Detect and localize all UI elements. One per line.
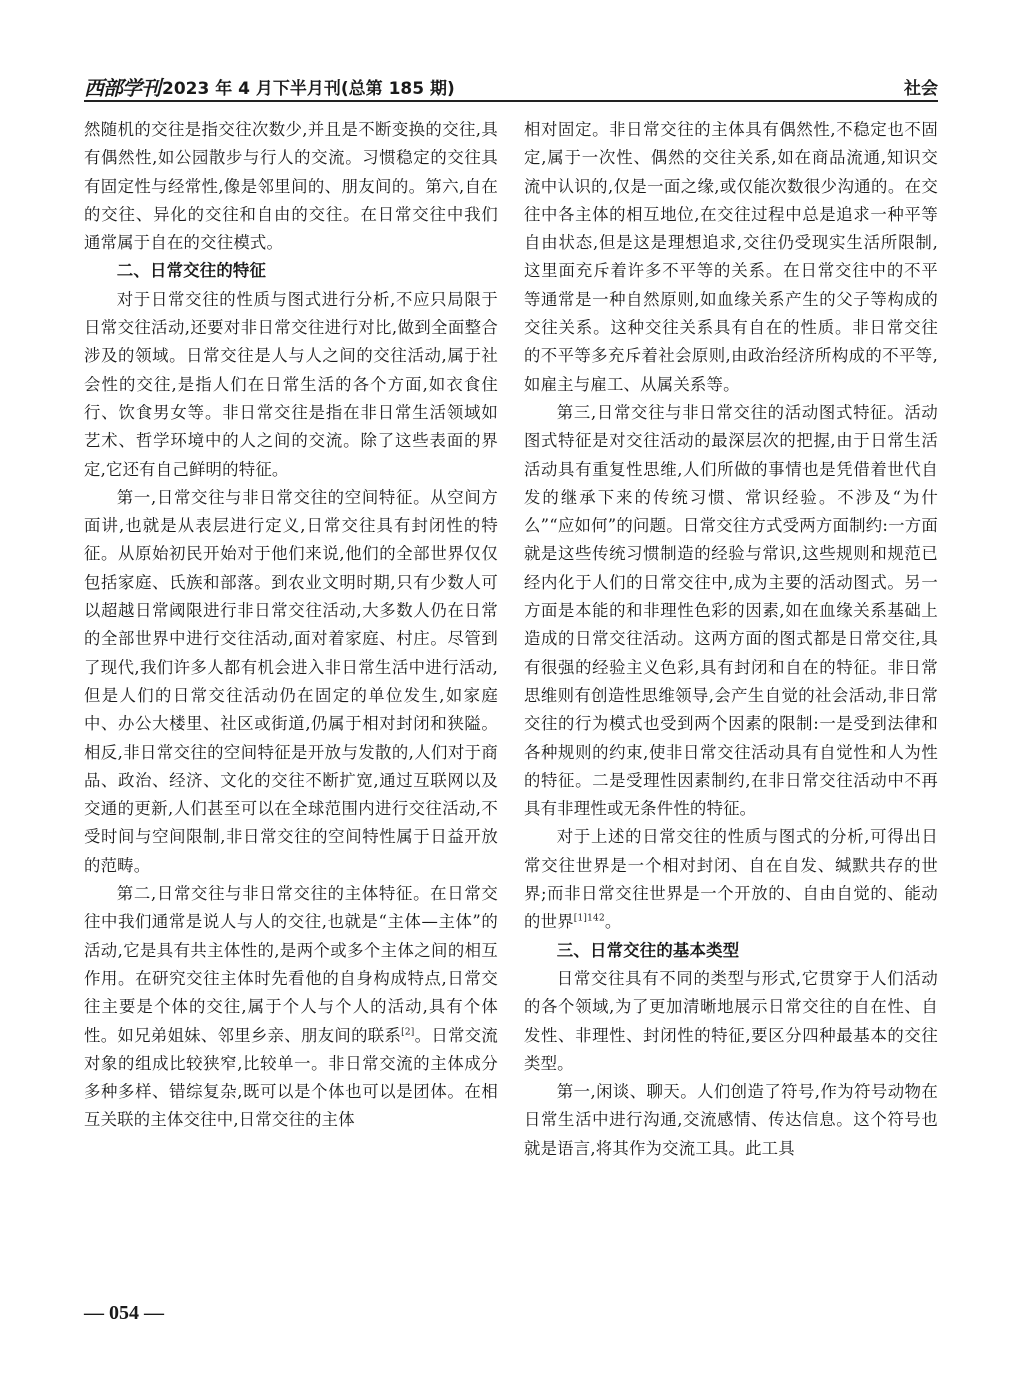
paragraph: 对于日常交往的性质与图式进行分析,不应只局限于日常交往活动,还要对非日常交往进行对比,做到全面整合涉及的领域。日常交往是人与人之间的交往活动,属于社会性的交往,是指人们在日常生活的各个方面,如衣食住行、饮食男女等。非日常交往是指在非日常生活领域如艺术、哲学环境中的人之间的交流。除了这些表面的界定,它还有自己鲜明的特征。 — [84, 289, 498, 479]
paragraph: 第三,日常交往与非日常交往的活动图式特征。活动图式特征是对交往活动的最深层次的把握,由于日常生活活动具有重复性思维,人们所做的事情也是凭借着世代自发的继承下来的传统习惯、常识经验。不涉及“为什么”“应如何”的问题。日常交往方式受两方面制约:一方面就是这些传统习惯制造的经验与常识,这些规则和规范已经内化于人们的日常交往中,成为主要的活动图式。另一方面是本能的和非理性色彩的因素,如在血缘关系基础上造成的日常交往活动。这两方面的图式都是日常交往,具有很强的经验主义色彩,具有封闭和自在的特征。非日常思维则有创造性思维领导,会产生自觉的社会活动,非日常交往的行为模式也受到两个因素的限制:一是受到法律和各种规则的约束,使非日常交往活动具有自觉性和人为性的特征。二是受理性因素制约,在非日常交往活动中不再具有非理性或无条件性的特征。 — [524, 402, 938, 819]
paragraph-text: 第二,日常交往与非日常交往的主体特征。在日常交往中我们通常是说人与人的交往,也就是“主体—主体”的活动,它是具有共主体性的,是两个或多个主体之间的相互作用。在研究交往主体时先看他的自身构成特点,日常交往主要是个体的交往,属于个人与个人的活动,具有个体性。如兄弟姐妹、邻里乡亲、朋友间的联系 — [84, 884, 498, 1045]
paragraph: 第一,日常交往与非日常交往的空间特征。从空间方面讲,也就是从表层进行定义,日常交往具有封闭性的特征。从原始初民开始对于他们来说,他们的全部世界仅仅包括家庭、氏族和部落。到农业文明时期,只有少数人可以超越日常阈限进行非日常交往活动,大多数人仍在日常的全部世界中进行交往活动,面对着家庭、村庄。尽管到了现代,我们许多人都有机会进入非日常生活中进行活动,但是人们的日常交往活动仍在固定的单位发生,如家庭中、办公大楼里、社区或街道,仍属于相对封闭和狭隘。相反,非日常交往的空间特征是开放与发散的,人们对于商品、政治、经济、文化的交往不断扩宽,通过互联网以及交通的更新,人们甚至可以在全球范围内进行交往活动,不受时间与空间限制,非日常交往的空间特性属于日益开放的范畴。 — [84, 487, 498, 875]
paragraph: 第一,闲谈、聊天。人们创造了符号,作为符号动物在日常生活中进行沟通,交流感情、传达信息。这个符号也就是语言,将其作为交流工具。此工具 — [524, 1082, 938, 1158]
paragraph-text: 。 — [604, 912, 622, 932]
page-number: — 054 — — [84, 1302, 164, 1324]
left-column — [84, 116, 498, 1135]
section-heading: 二、日常交往的特征 — [116, 261, 267, 281]
paragraph: 相对固定。非日常交往的主体具有偶然性,不稳定也不固定,属于一次性、偶然的交往关系,如在商品流通,知识交流中认识的,仅是一面之缘,或仅能次数很少沟通的。在交往中各主体的相互地位,在交往过程中总是追求一种平等自由状态,但是这是理想追求,交往仍受现实生活所限制,这里面充斥着许多不平等的关系。在日常交往中的不平等通常是一种自然原则,如血缘关系产生的父子等构成的交往关系。这种交往关系具有自在的性质。非日常交往的不平等多充斥着社会原则,由政治经济所构成的不平等,如雇主与雇工、从属关系等。 — [524, 120, 938, 394]
section-label: 社会 — [904, 79, 938, 99]
paragraph — [84, 880, 498, 1135]
paragraph: 然随机的交往是指交往次数少,并且是不断变换的交往,具有偶然性,如公园散步与行人的交流。习惯稳定的交往具有固定性与经常性,像是邻里间的、朋友间的。第六,自在的交往、异化的交往和自由的交往。在日常交往中我们通常属于自在的交往模式。 — [84, 120, 498, 253]
paragraph — [524, 823, 938, 936]
page-header — [84, 70, 938, 102]
paragraph-text: 。日常交流对象的组成比较狭窄,比较单一。非日常交流的主体成分多种多样、错综复杂,既可以是个体也可以是团体。在相互关联的主体交往中,日常交往的主体 — [84, 1025, 498, 1130]
journal-logo: 西部学刊 — [84, 76, 160, 100]
right-column — [524, 116, 938, 1163]
paragraph: 日常交往具有不同的类型与形式,它贯穿于人们活动的各个领域,为了更加清晰地展示日常交往的自在性、自发性、非理性、封闭性的特征,要区分四种最基本的交往类型。 — [524, 968, 938, 1073]
citation: [2] — [401, 1027, 415, 1038]
citation: [1]142 — [573, 913, 605, 924]
section-heading: 三、日常交往的基本类型 — [556, 940, 740, 960]
paragraph-text: 对于上述的日常交往的性质与图式的分析,可得出日常交往世界是一个相对封闭、自在自发、缄默共存的世界;而非日常交往世界是一个开放的、自由自觉的、能动的世界 — [524, 827, 938, 932]
issue-info: 2023 年 4 月下半月刊(总第 185 期) — [162, 79, 455, 99]
